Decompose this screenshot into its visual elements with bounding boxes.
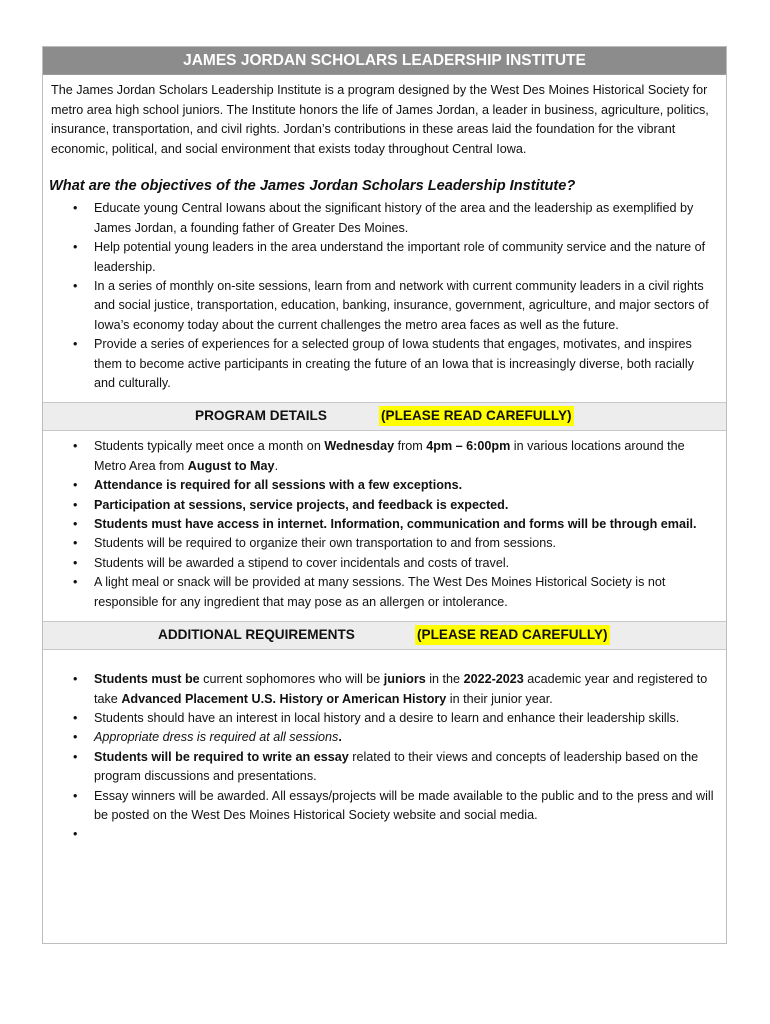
additional-requirements-list	[43, 670, 726, 845]
intro-paragraph: The James Jordan Scholars Leadership Institute is a program designed by the West Des Moines Historical Society for metro area high school juniors. The Institute honors the life of James Jordan, a leader in business, agriculture, politics, insurance, transportation, and civil rights. Jordan’s contributions in these areas laid the foundation for the vibrant economic, political, and social environment that exists today throughout Central Iowa.	[51, 83, 709, 156]
list-item: • Students typically meet once a month on Wednesday from 4pm – 6:00pm in various locations around the Metro Area from August to May.	[43, 437, 726, 476]
page-title: JAMES JORDAN SCHOLARS LEADERSHIP INSTITUTE	[43, 47, 726, 75]
list-item	[43, 825, 726, 844]
list-item: • Provide a series of experiences for a selected group of Iowa students that engages, motivates, and inspires them to become active participants in creating the future of an Iowa that is increasingly diverse, both racially and culturally.	[43, 335, 726, 393]
info-sheet	[42, 46, 727, 944]
list-item: • Attendance is required for all sessions with a few exceptions.	[43, 476, 726, 495]
list-item: • Help potential young leaders in the area understand the important role of community service and the nature of leadership.	[43, 238, 726, 277]
additional-requirements-title: ADDITIONAL REQUIREMENTS	[158, 627, 355, 643]
read-carefully-highlight: (PLEASE READ CAREFULLY)	[379, 406, 574, 426]
list-item: • In a series of monthly on-site sessions, learn from and network with current community leaders in a civil rights and social justice, transportation, education, banking, insurance, government, agriculture, and major sectors of Iowa’s economy today about the current challenges the metro area faces as well as the future.	[43, 277, 726, 335]
list-item: • Students must be current sophomores who will be juniors in the 2022-2023 academic year and registered to take Advanced Placement U.S. History or American History in their junior year.	[43, 670, 726, 709]
list-item: • Participation at sessions, service projects, and feedback is expected.	[43, 496, 726, 515]
list-item: • Appropriate dress is required at all sessions.	[43, 728, 726, 747]
list-item: • Students should have an interest in local history and a desire to learn and enhance their leadership skills.	[43, 709, 726, 728]
list-item: • Students will be required to organize their own transportation to and from sessions.	[43, 534, 726, 553]
list-item: • Students will be awarded a stipend to cover incidentals and costs of travel.	[43, 554, 726, 573]
list-item: • Students must have access in internet. Information, communication and forms will be through email.	[43, 515, 726, 534]
list-item: • A light meal or snack will be provided at many sessions. The West Des Moines Historical Society is not responsible for any ingredient that may pose as an allergen or intolerance.	[43, 573, 726, 612]
list-item: • Essay winners will be awarded. All essays/projects will be made available to the public and to the press and will be posted on the West Des Moines Historical Society website and social media.	[43, 787, 726, 826]
program-details-list	[43, 437, 726, 612]
list-item: • Educate young Central Iowans about the significant history of the area and the leadership as exemplified by James Jordan, a founding father of Greater Des Moines.	[43, 199, 726, 238]
objectives-list	[43, 199, 726, 393]
list-item: • Students will be required to write an essay related to their views and concepts of leadership based on the program discussions and presentations.	[43, 748, 726, 787]
program-details-title: PROGRAM DETAILS	[195, 408, 327, 424]
program-details-header	[43, 402, 726, 431]
objectives-heading: What are the objectives of the James Jordan Scholars Leadership Institute?	[49, 178, 576, 195]
read-carefully-highlight: (PLEASE READ CAREFULLY)	[415, 625, 610, 645]
additional-requirements-header	[43, 621, 726, 650]
